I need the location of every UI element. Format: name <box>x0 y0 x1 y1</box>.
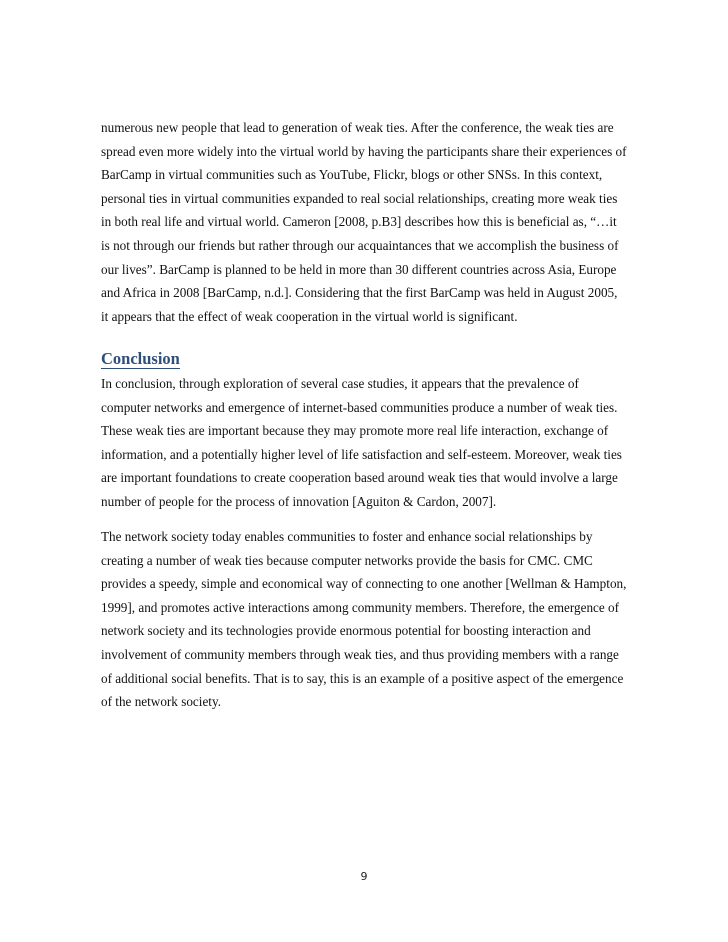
paragraph-line: computer networks and emergence of internet-based communities produce a number of weak ties. <box>101 399 618 415</box>
paragraph-line: personal ties in virtual communities expanded to real social relationships, creating more weak ties <box>101 190 618 206</box>
paragraph-line: involvement of community members through weak ties, and thus providing members with a range <box>101 646 619 662</box>
paragraph-line: These weak ties are important because they may promote more real life interaction, exchange of <box>101 423 609 439</box>
paragraph-line: and Africa in 2008 [BarCamp, n.d.]. Considering that the first BarCamp was held in August 2005, <box>101 285 618 301</box>
section-heading-text: Conclusion <box>101 349 180 368</box>
paragraph-line: network society and its technologies provide enormous potential for boosting interaction and <box>101 623 591 639</box>
paragraph-line: it appears that the effect of weak cooperation in the virtual world is significant. <box>101 308 518 324</box>
paragraph-line: our lives”. BarCamp is planned to be held in more than 30 different countries across Asia, Europe <box>101 261 617 277</box>
paragraph-line: In conclusion, through exploration of several case studies, it appears that the prevalence of <box>101 376 579 391</box>
paragraph-line: creating a number of weak ties because computer networks provide the basis for CMC. CMC <box>101 552 593 568</box>
paragraph-conclusion-2 <box>101 525 631 714</box>
paragraph-line: of the network society. <box>101 694 221 710</box>
paragraph-line: number of people for the process of innovation [Aguiton & Cardon, 2007]. <box>101 493 497 509</box>
paragraph-line: spread even more widely into the virtual world by having the participants share their experiences of <box>101 143 627 159</box>
paragraph-line: are important foundations to create cooperation based around weak ties that would involve a large <box>101 470 618 486</box>
paragraph-line: of additional social benefits. That is to say, this is an example of a positive aspect of the emergence <box>101 670 624 686</box>
paragraph-line: in both real life and virtual world. Cameron [2008, p.B3] describes how this is beneficial as, “…it <box>101 214 617 230</box>
paragraph-line: BarCamp in virtual communities such as YouTube, Flickr, blogs or other SNSs. In this context, <box>101 167 603 183</box>
paragraph-line: provides a speedy, simple and economical way of connecting to one another [Wellman & Hampton, <box>101 576 627 592</box>
paragraph-barcamp <box>101 116 631 328</box>
paragraph-line: The network society today enables communities to foster and enhance social relationships by <box>101 529 593 544</box>
page-number: 9 <box>360 870 368 883</box>
section-heading <box>101 348 180 370</box>
paragraph-line: information, and a potentially higher level of life satisfaction and self-esteem. Moreover, weak ties <box>101 446 622 462</box>
paragraph-line: is not through our friends but rather through our acquaintances that we accomplish the business of <box>101 237 619 253</box>
paragraph-line: numerous new people that lead to generation of weak ties. After the conference, the weak ties are <box>101 120 614 135</box>
paragraph-line: 1999], and promotes active interactions among community members. Therefore, the emergence of <box>101 599 620 615</box>
paragraph-conclusion-1 <box>101 372 631 514</box>
